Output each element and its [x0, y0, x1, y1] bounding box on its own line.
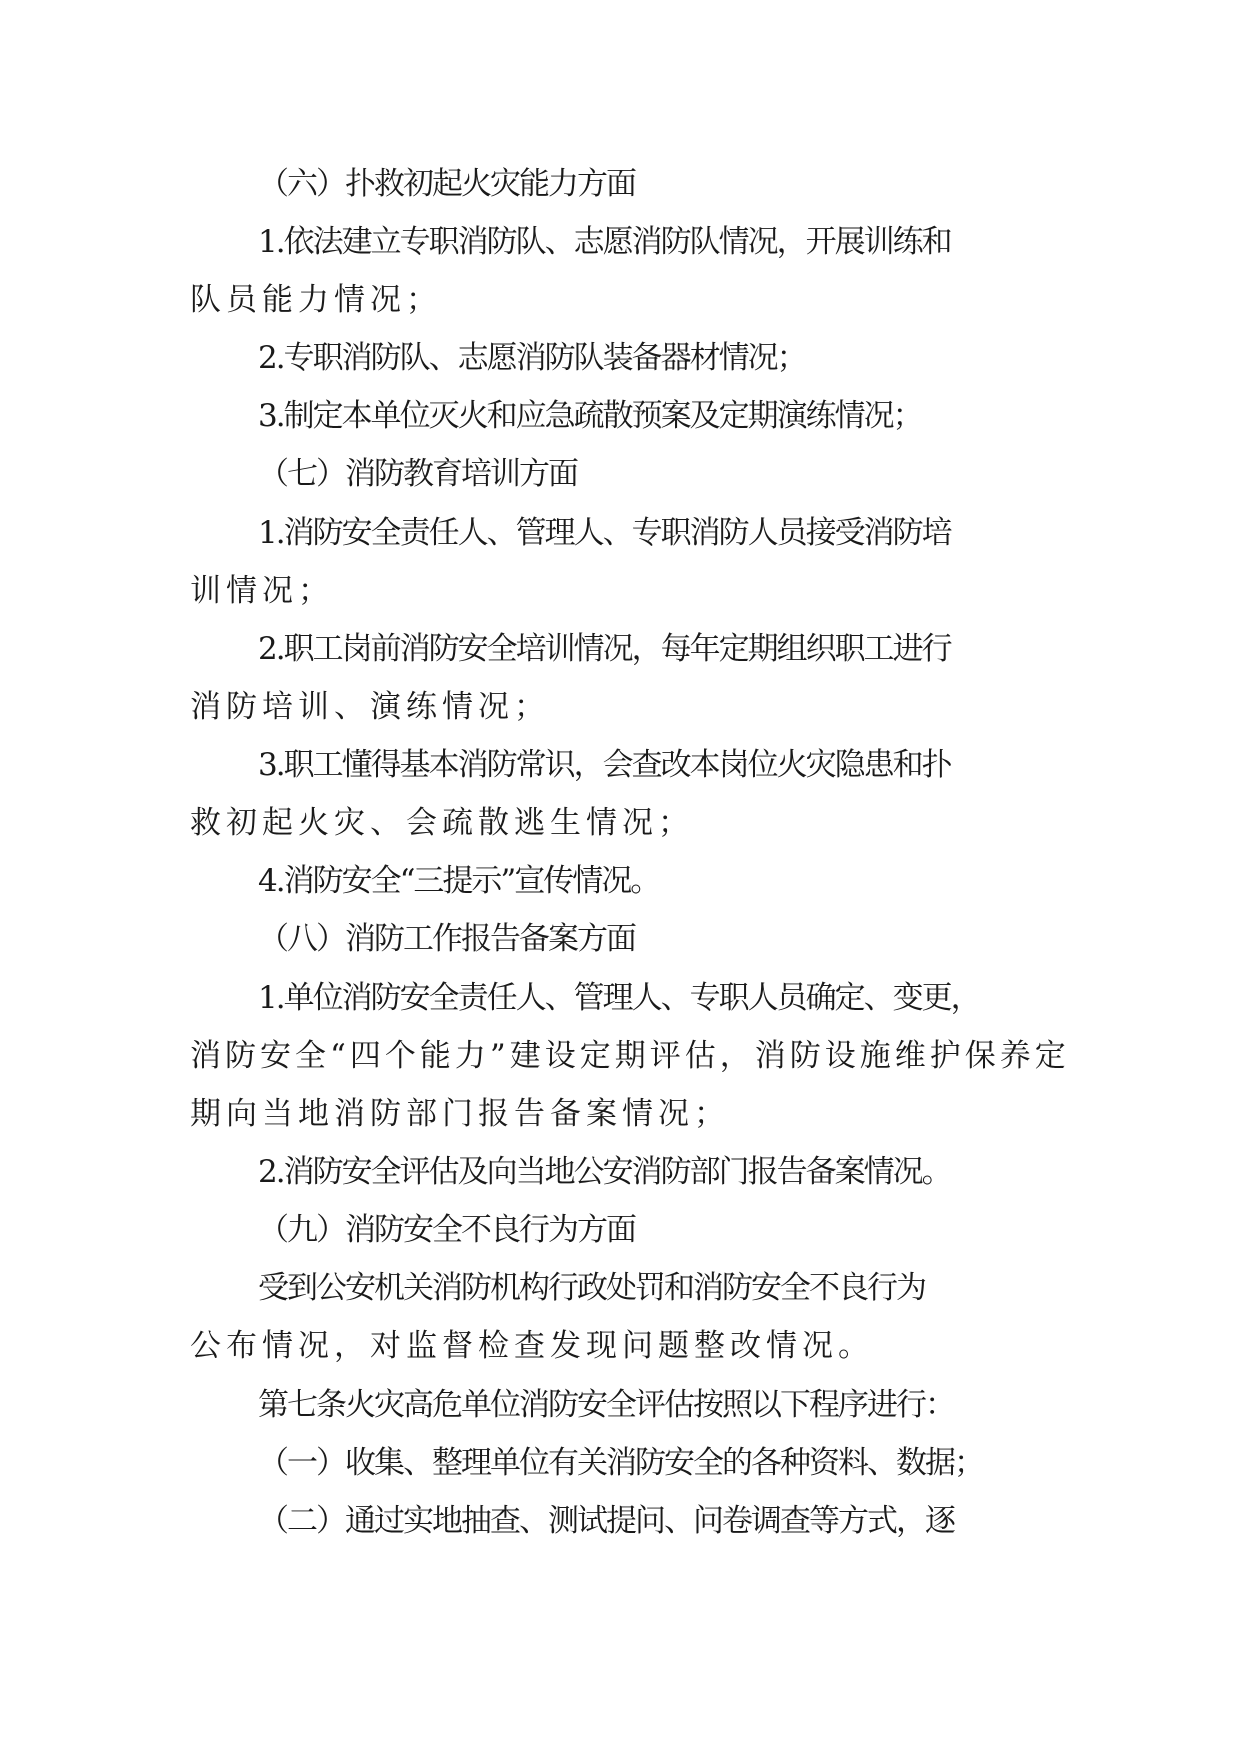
paragraph-line: 消防安全“四个能力”建设定期评估，消防设施维护保养定	[190, 1038, 1070, 1074]
paragraph-line: 救初起火灾、会疏散逃生情况；	[190, 805, 694, 841]
paragraph-line: 2.职工岗前消防安全培训情况，每年定期组织职工进行	[258, 631, 951, 667]
paragraph-line: （二）通过实地抽查、测试提问、问卷调查等方式，逐	[258, 1503, 954, 1539]
paragraph-line: 4.消防安全“三提示”宣传情况。	[258, 863, 660, 899]
paragraph-line: 训情况；	[190, 573, 334, 609]
section-heading-9: （九）消防安全不良行为方面	[258, 1212, 635, 1248]
paragraph-line: 期向当地消防部门报告备案情况；	[190, 1096, 730, 1132]
paragraph-line: 消防培训、演练情况；	[190, 689, 550, 725]
article-heading: 第七条火灾高危单位消防安全评估按照以下程序进行：	[258, 1387, 954, 1423]
section-heading-6: （六）扑救初起火灾能力方面	[258, 166, 635, 202]
paragraph-line: 1.消防安全责任人、管理人、专职消防人员接受消防培	[258, 515, 951, 551]
paragraph-line: 1.依法建立专职消防队、志愿消防队情况，开展训练和	[258, 224, 951, 260]
paragraph-line: 3.制定本单位灭火和应急疏散预案及定期演练情况；	[258, 398, 922, 434]
paragraph-line: 2.专职消防队、志愿消防队装备器材情况；	[258, 340, 806, 376]
paragraph-line: 队员能力情况；	[190, 282, 442, 318]
section-heading-8: （八）消防工作报告备案方面	[258, 921, 635, 957]
paragraph-line: 公布情况，对监督检查发现问题整改情况。	[190, 1328, 874, 1364]
paragraph-line: （一）收集、整理单位有关消防安全的各种资料、数据；	[258, 1445, 983, 1481]
paragraph-line: 3.职工懂得基本消防常识，会查改本岗位火灾隐患和扑	[258, 747, 951, 783]
paragraph-line: 2.消防安全评估及向当地公安消防部门报告备案情况。	[258, 1154, 951, 1190]
paragraph-line: 受到公安机关消防机构行政处罚和消防安全不良行为	[258, 1270, 925, 1306]
section-heading-7: （七）消防教育培训方面	[258, 456, 577, 492]
paragraph-line: 1.单位消防安全责任人、管理人、专职人员确定、变更，	[258, 980, 980, 1016]
